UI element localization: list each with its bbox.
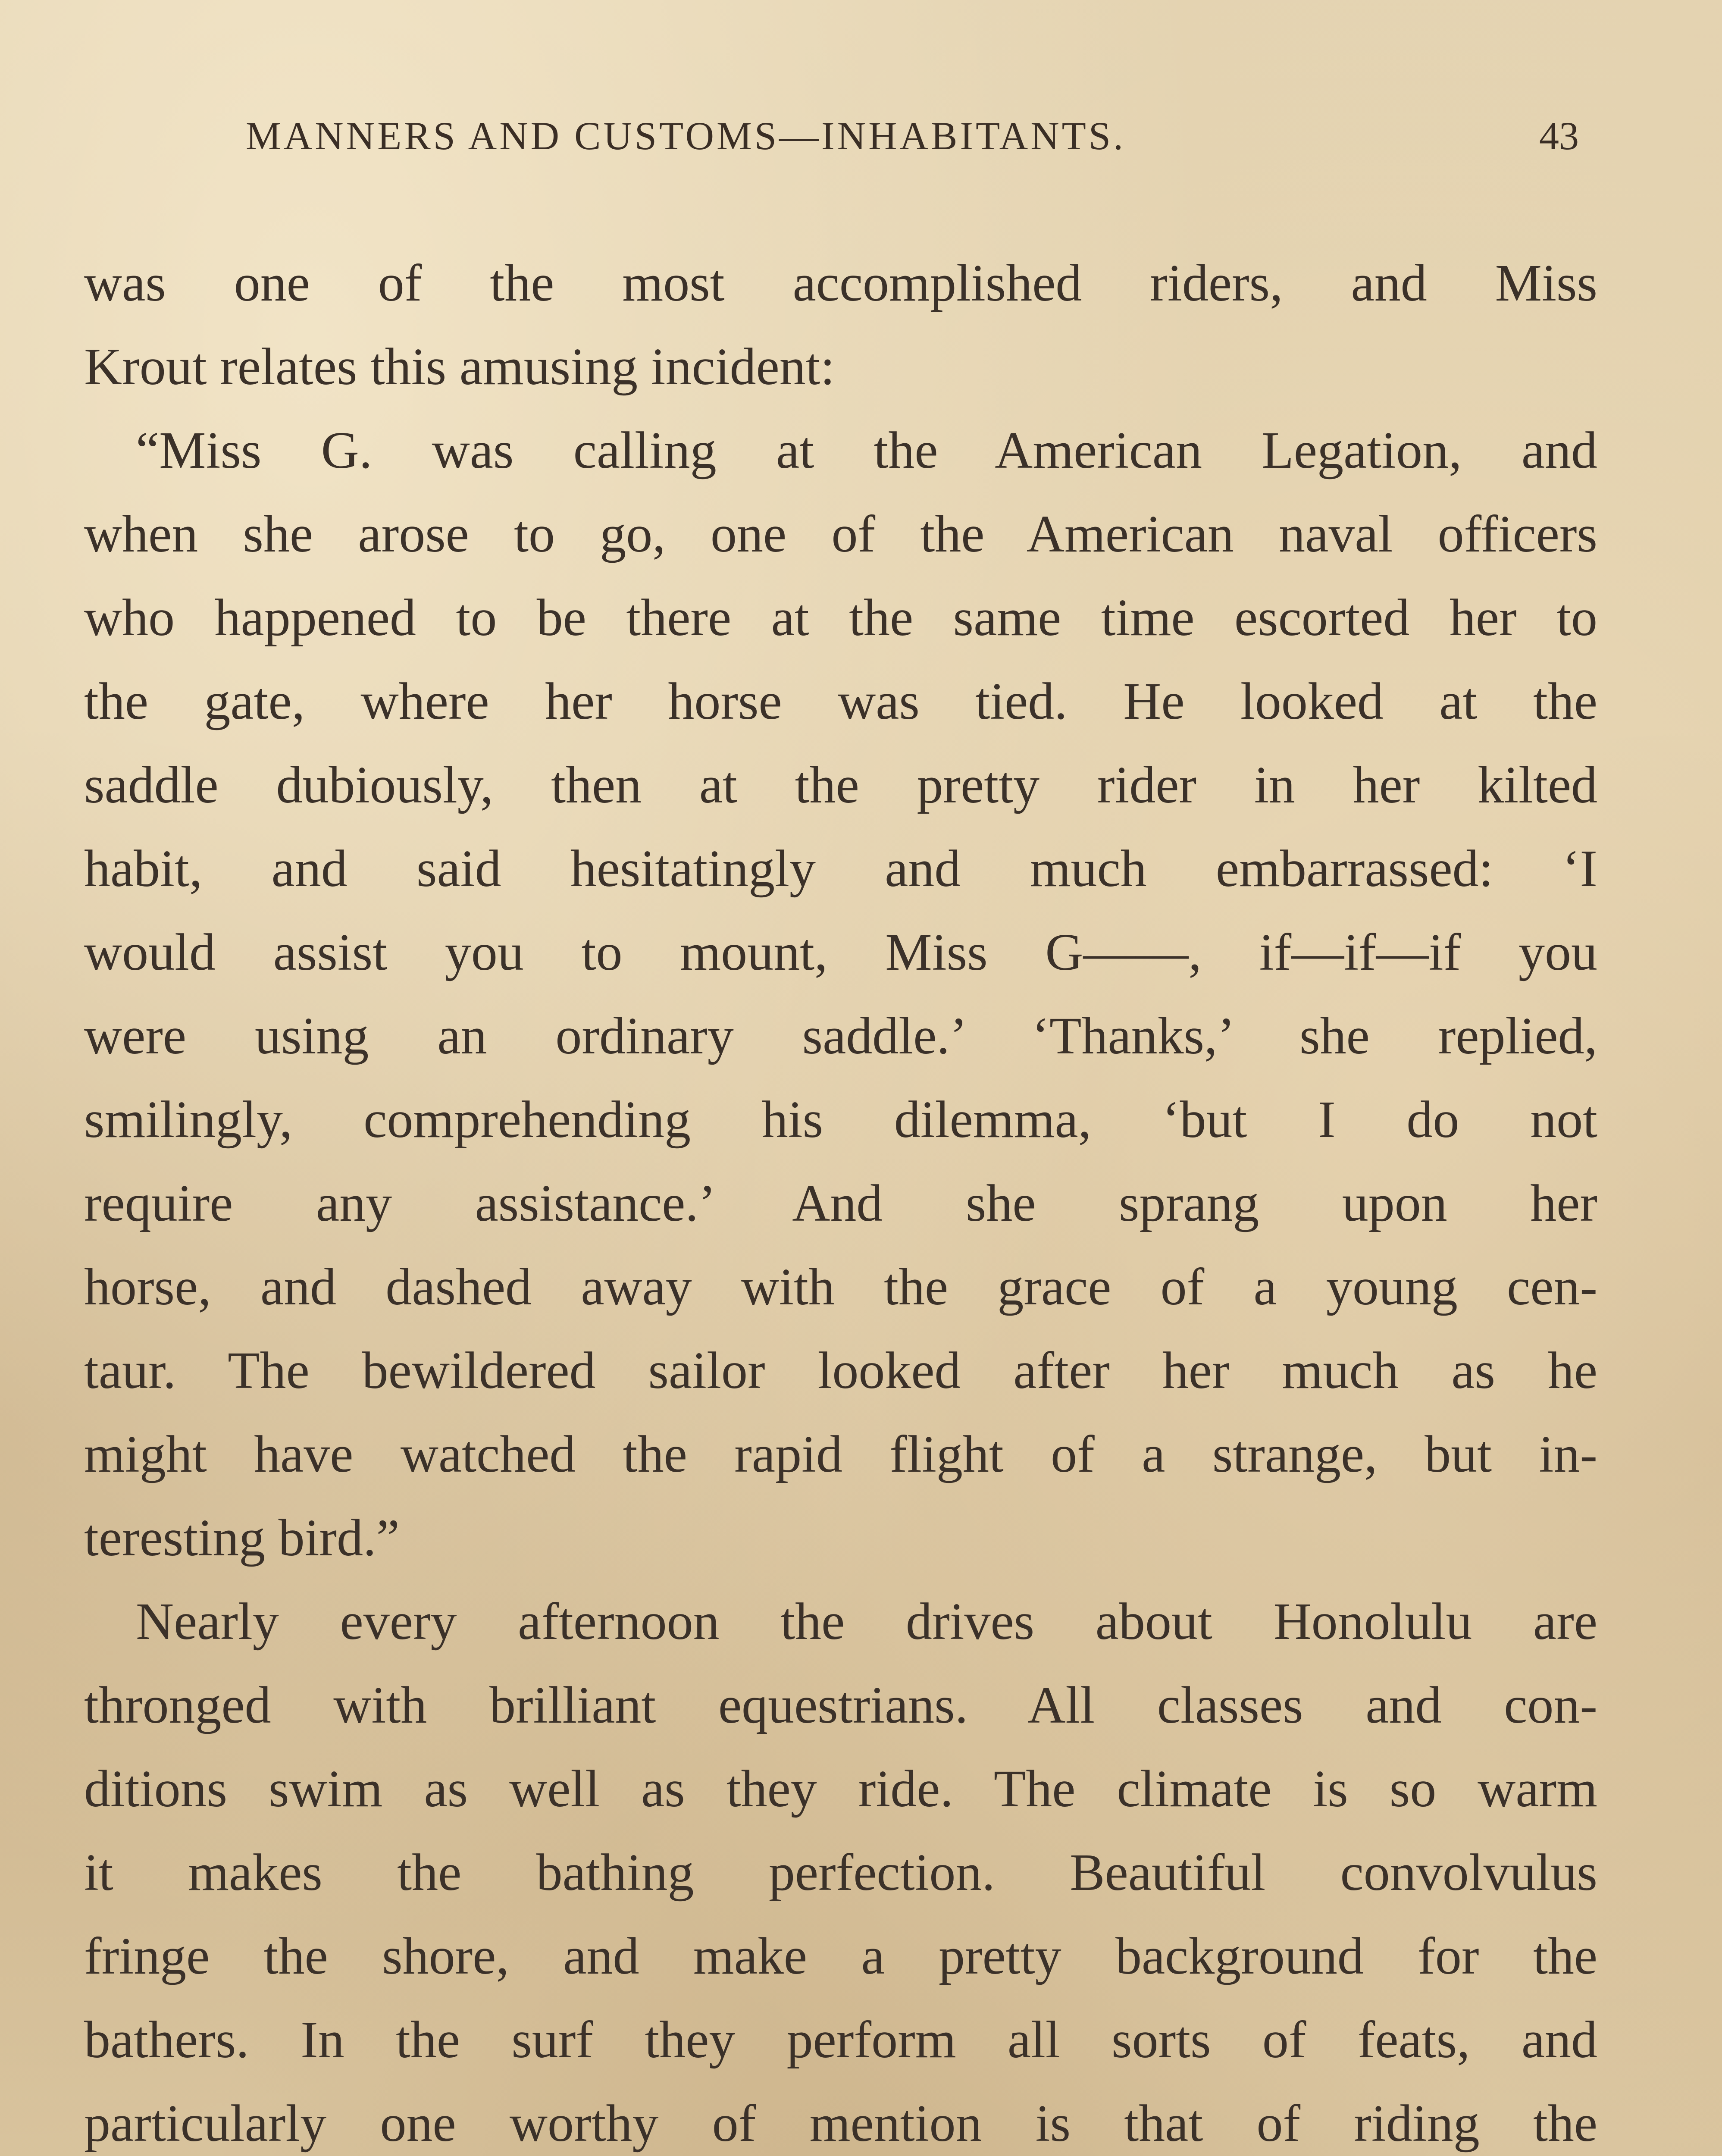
- text-line: bathers. In the surf they perform all sorts of feats, and: [84, 2011, 1597, 2069]
- text-line: horse, and dashed away with the grace of a young cen-: [84, 1258, 1597, 1316]
- text-line: saddle dubiously, then at the pretty rider in her kilted: [84, 756, 1597, 814]
- text-line: teresting bird.”: [84, 1509, 400, 1567]
- text-line: were using an ordinary saddle.’ ‘Thanks,’ she replied,: [84, 1007, 1597, 1065]
- running-head: MANNERS AND CUSTOMS—INHABITANTS.: [246, 114, 1126, 158]
- text-line: would assist you to mount, Miss G——, if—if—if you: [84, 923, 1597, 981]
- body-text: [84, 241, 1597, 2156]
- text-line: it makes the bathing perfection. Beautiful convolvulus: [84, 1843, 1597, 1902]
- text-line: require any assistance.’ And she sprang upon her: [84, 1174, 1597, 1232]
- page-number: 43: [1539, 114, 1579, 158]
- text-line: Nearly every afternoon the drives about Honolulu are: [136, 1592, 1597, 1651]
- text-line: Krout relates this amusing incident:: [84, 338, 835, 396]
- text-line: who happened to be there at the same time escorted her to: [84, 589, 1597, 647]
- text-line: taur. The bewildered sailor looked after her much as he: [84, 1341, 1597, 1400]
- text-line: “Miss G. was calling at the American Legation, and: [136, 421, 1597, 479]
- text-line: might have watched the rapid flight of a strange, but in-: [84, 1425, 1597, 1483]
- text-line: fringe the shore, and make a pretty background for the: [84, 1927, 1597, 1985]
- text-line: habit, and said hesitatingly and much embarrassed: ‘I: [84, 840, 1597, 898]
- text-line: was one of the most accomplished riders, and Miss: [84, 254, 1597, 312]
- text-line: particularly one worthy of mention is that of riding the: [84, 2094, 1597, 2153]
- text-line: smilingly, comprehending his dilemma, ‘but I do not: [84, 1091, 1597, 1149]
- text-line: thronged with brilliant equestrians. All classes and con-: [84, 1676, 1597, 1734]
- text-line: ditions swim as well as they ride. The climate is so warm: [84, 1760, 1597, 1818]
- text-line: the gate, where her horse was tied. He looked at the: [84, 672, 1597, 730]
- text-line: when she arose to go, one of the American naval officers: [84, 505, 1597, 563]
